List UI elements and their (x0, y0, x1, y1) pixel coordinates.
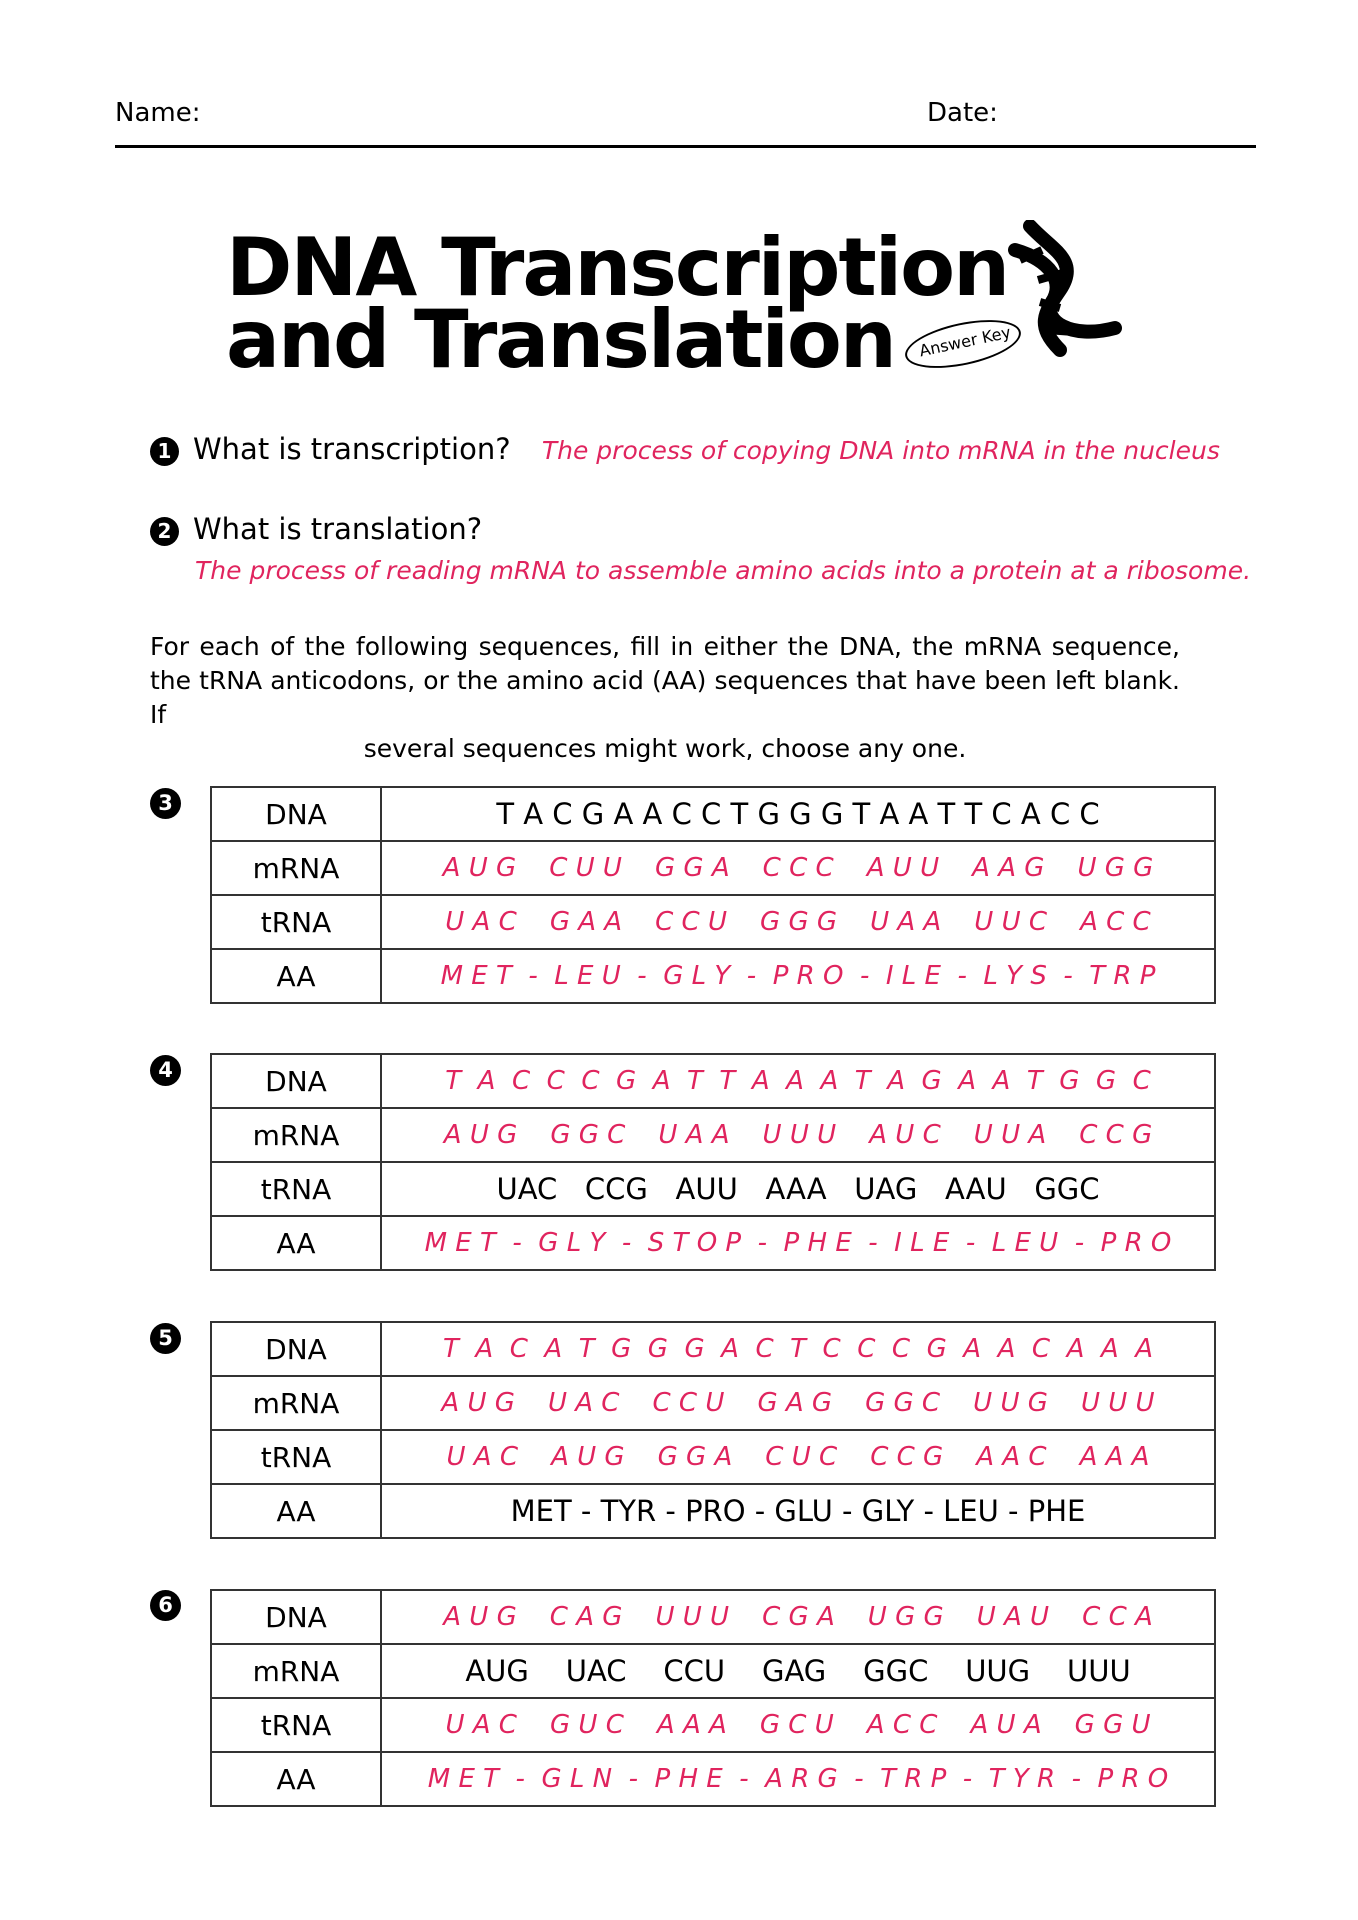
table-row (211, 1108, 1215, 1162)
table-row (211, 1430, 1215, 1484)
table-row (211, 949, 1215, 1003)
row-label: mRNA (211, 1108, 381, 1162)
row-value: UAC CCG AUU AAA UAG AAU GGC (381, 1162, 1215, 1216)
title-line-2: and Translation (226, 293, 895, 386)
row-label: AA (211, 1484, 381, 1538)
table-row (211, 1376, 1215, 1430)
header-rule (115, 145, 1256, 148)
table-row (211, 1590, 1215, 1644)
row-value: A U G U A C C C U G A G G G C U U G U U U (381, 1376, 1215, 1430)
dna-helix-icon (990, 220, 1125, 370)
instructions (150, 630, 1180, 766)
table-number-5: 5 (150, 1323, 181, 1354)
row-value: T A C A T G G G A C T C C C G A A C A A A (381, 1322, 1215, 1376)
instructions-last: several sequences might work, choose any one. (363, 734, 967, 763)
question-2 (150, 512, 482, 546)
row-label: tRNA (211, 1430, 381, 1484)
row-value: U A C G U C A A A G C U A C C A U A G G U (381, 1698, 1215, 1752)
table-row (211, 787, 1215, 841)
row-value: A U G C U U G G A C C C A U U A A G U G G (381, 841, 1215, 895)
table-row (211, 1484, 1215, 1538)
table-row (211, 1216, 1215, 1270)
row-value: M E T - L E U - G L Y - P R O - I L E - L Y S - T R P (381, 949, 1215, 1003)
row-label: DNA (211, 787, 381, 841)
row-label: tRNA (211, 1698, 381, 1752)
row-label: mRNA (211, 841, 381, 895)
table-row (211, 895, 1215, 949)
row-label: mRNA (211, 1644, 381, 1698)
row-value: MET - TYR - PRO - GLU - GLY - LEU - PHE (381, 1484, 1215, 1538)
row-value: T A C C C G A T T A A A T A G A A T G G C (381, 1054, 1215, 1108)
row-value: U A C G A A C C U G G G U A A U U C A C C (381, 895, 1215, 949)
table-number-4: 4 (150, 1055, 181, 1086)
table-row (211, 1698, 1215, 1752)
table-row (211, 1322, 1215, 1376)
row-label: DNA (211, 1322, 381, 1376)
row-label: AA (211, 1216, 381, 1270)
question-2-answer: The process of reading mRNA to assemble amino acids into a protein at a ribosome. (195, 556, 1252, 585)
row-label: mRNA (211, 1376, 381, 1430)
header (115, 98, 1255, 130)
row-label: DNA (211, 1054, 381, 1108)
instructions-main: For each of the following sequences, fill in either the DNA, the mRNA sequence, the tRNA anticodons, or the amino acid (AA) sequences that have been left blank. If (150, 632, 1180, 729)
table-number-6: 6 (150, 1590, 181, 1621)
question-1 (150, 432, 1220, 466)
row-label: tRNA (211, 1162, 381, 1216)
row-value: AUG UAC CCU GAG GGC UUG UUU (381, 1644, 1215, 1698)
table-row (211, 1644, 1215, 1698)
table-row (211, 841, 1215, 895)
name-label: Name: (115, 98, 201, 128)
sequence-table-5 (210, 1321, 1216, 1539)
row-label: tRNA (211, 895, 381, 949)
sequence-table-4 (210, 1053, 1216, 1271)
table-row (211, 1752, 1215, 1806)
question-text: What is translation? (193, 512, 483, 546)
row-value: A U G G G C U A A U U U A U C U U A C C G (381, 1108, 1215, 1162)
question-number: 2 (150, 517, 179, 546)
row-label: AA (211, 1752, 381, 1806)
question-number: 1 (150, 437, 179, 466)
row-value: A U G C A G U U U C G A U G G U A U C C A (381, 1590, 1215, 1644)
title-line-1: DNA Transcription (226, 221, 1009, 314)
row-label: AA (211, 949, 381, 1003)
question-text: What is transcription? (193, 432, 511, 466)
date-label: Date: (927, 98, 998, 128)
table-number-3: 3 (150, 788, 181, 819)
sequence-table-6 (210, 1589, 1216, 1807)
row-value: M E T - G L Y - S T O P - P H E - I L E - L E U - P R O (381, 1216, 1215, 1270)
question-answer: The process of copying DNA into mRNA in the nucleus (541, 436, 1220, 465)
sequence-table-3 (210, 786, 1216, 1004)
page-title (226, 221, 1009, 386)
row-value: U A C A U G G G A C U C C C G A A C A A A (381, 1430, 1215, 1484)
table-row (211, 1054, 1215, 1108)
row-value: M E T - G L N - P H E - A R G - T R P - T Y R - P R O (381, 1752, 1215, 1806)
row-label: DNA (211, 1590, 381, 1644)
table-row (211, 1162, 1215, 1216)
badge-text: Answer Key (917, 322, 1013, 361)
row-value: T A C G A A C C T G G G T A A T T C A C C (381, 787, 1215, 841)
